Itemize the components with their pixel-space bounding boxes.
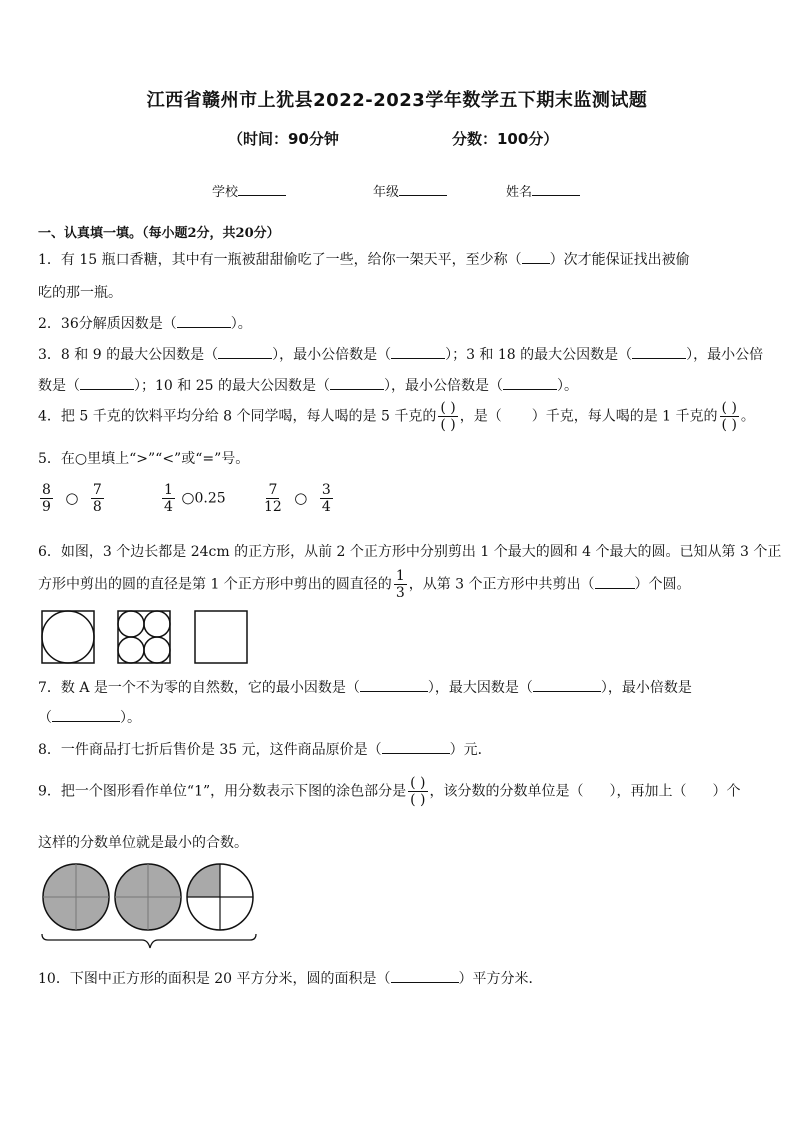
answer-blank[interactable] [533, 679, 601, 692]
question-6: 6．如图，3 个边长都是 24cm 的正方形，从前 2 个正方形中分别剪出 1 个最大的圆和 4 个最大的圆。已知从第 3 个正 [38, 544, 782, 560]
question-3-cont: 数是（ ）；10 和 25 的最大公因数是（ ），最小公倍数是（ ）。 [38, 378, 578, 394]
answer-blank[interactable] [360, 679, 428, 692]
answer-blank[interactable] [177, 315, 231, 328]
page-title: 江西省赣州市上犹县2022-2023学年数学五下期末监测试题 [146, 90, 648, 111]
square-two [118, 611, 170, 663]
answer-blank[interactable] [80, 377, 134, 390]
question-8: 8．一件商品打七折后售价是 35 元，这件商品原价是（ ）元． [38, 742, 492, 758]
circles-figure [38, 862, 262, 952]
fraction-blank[interactable]: $\frac{( )}{( )}$ [440, 400, 456, 433]
answer-blank[interactable] [52, 709, 120, 722]
answer-blank[interactable] [382, 741, 450, 754]
name-blank[interactable] [532, 182, 580, 196]
name-field[interactable] [506, 181, 580, 200]
answer-blank[interactable] [391, 970, 459, 983]
answer-blank[interactable] [391, 346, 445, 359]
time-label: （时间：90分钟 [228, 130, 339, 148]
answer-blank[interactable] [632, 346, 686, 359]
square-three [195, 611, 247, 663]
answer-blank[interactable] [522, 251, 550, 264]
question-1-cont: 吃的那一瓶。 [38, 285, 122, 301]
school-field[interactable] [212, 181, 286, 200]
question-9: 9．把一个图形看作单位“1”，用分数表示下图的涂色部分是 $\frac{( )}{( )}$ ，该分数的分数单位是（ ），再加上（ ）个 [38, 775, 741, 808]
question-1: 1．有 15 瓶口香糖，其中有一瓶被甜甜偷吃了一些，给你一架天平，至少称（ ）次才能保证找出被偷 [38, 252, 690, 268]
question-6-cont: 方形中剪出的圆的直径是第 1 个正方形中剪出的圆直径的 $\frac{1}{3}$ ，从第 3 个正方形中共剪出（ ）个圆。 [38, 568, 691, 601]
compare-circle[interactable]: ○ [294, 488, 308, 507]
question-3: 3．8 和 9 的最大公因数是（ ），最小公倍数是（ ）；3 和 18 的最大公因数是（ ），最小公倍 [38, 347, 764, 363]
squares-figure [40, 609, 252, 665]
square-one [42, 611, 94, 663]
question-4: 4．把 5 千克的饮料平均分给 8 个同学喝，每人喝的是 5 千克的 $\frac{( )}{( )}$ ，是（ ）千克，每人喝的是 1 千克的 $\frac{( )}{( )}$ 。 [38, 400, 755, 433]
question-7: 7．数 A 是一个不为零的自然数，它的最小因数是（ ），最大因数是（ ），最小倍数是 [38, 680, 692, 696]
shaded-circle-two [115, 864, 181, 930]
question-9-cont: 这样的分数单位就是最小的合数。 [38, 835, 248, 851]
grade-blank[interactable] [399, 182, 447, 196]
section-heading: 一、认真填一填。（每小题2分，共20分） [38, 226, 280, 241]
answer-blank[interactable] [330, 377, 384, 390]
brace [42, 934, 256, 948]
compare-circle[interactable]: ○ [65, 488, 79, 507]
school-blank[interactable] [238, 182, 286, 196]
shaded-circle-one [43, 864, 109, 930]
partial-circle [187, 864, 253, 930]
question-2: 2．36分解质因数是（ ）。 [38, 316, 252, 332]
fraction-blank[interactable]: $\frac{( )}{( )}$ [721, 400, 737, 433]
grade-field[interactable] [373, 181, 447, 200]
score-label: 分数：100分） [452, 130, 559, 148]
school-label: 学校 [212, 185, 239, 200]
question-5: 5．在○里填上“>”“<”或“=”号。 [38, 451, 250, 467]
question-10: 10．下图中正方形的面积是 20 平方分米，圆的面积是（ ）平方分米． [38, 971, 543, 987]
compare-2: $\frac{1}{4}$ ○0.25 [164, 482, 226, 515]
grade-label: 年级 [373, 185, 400, 200]
name-label: 姓名 [506, 185, 533, 200]
answer-blank[interactable] [503, 377, 557, 390]
answer-blank[interactable] [218, 346, 272, 359]
compare-1: $\frac{8}{9}$ ○ $\frac{7}{8}$ [42, 482, 102, 515]
question-7-cont: （ ）。 [38, 710, 141, 726]
answer-blank[interactable] [595, 576, 635, 589]
compare-circle[interactable]: ○ [181, 488, 195, 507]
fraction-blank[interactable]: $\frac{( )}{( )}$ [410, 775, 426, 808]
compare-3: $\frac{7}{12}$ ○ $\frac{3}{4}$ [264, 482, 331, 515]
